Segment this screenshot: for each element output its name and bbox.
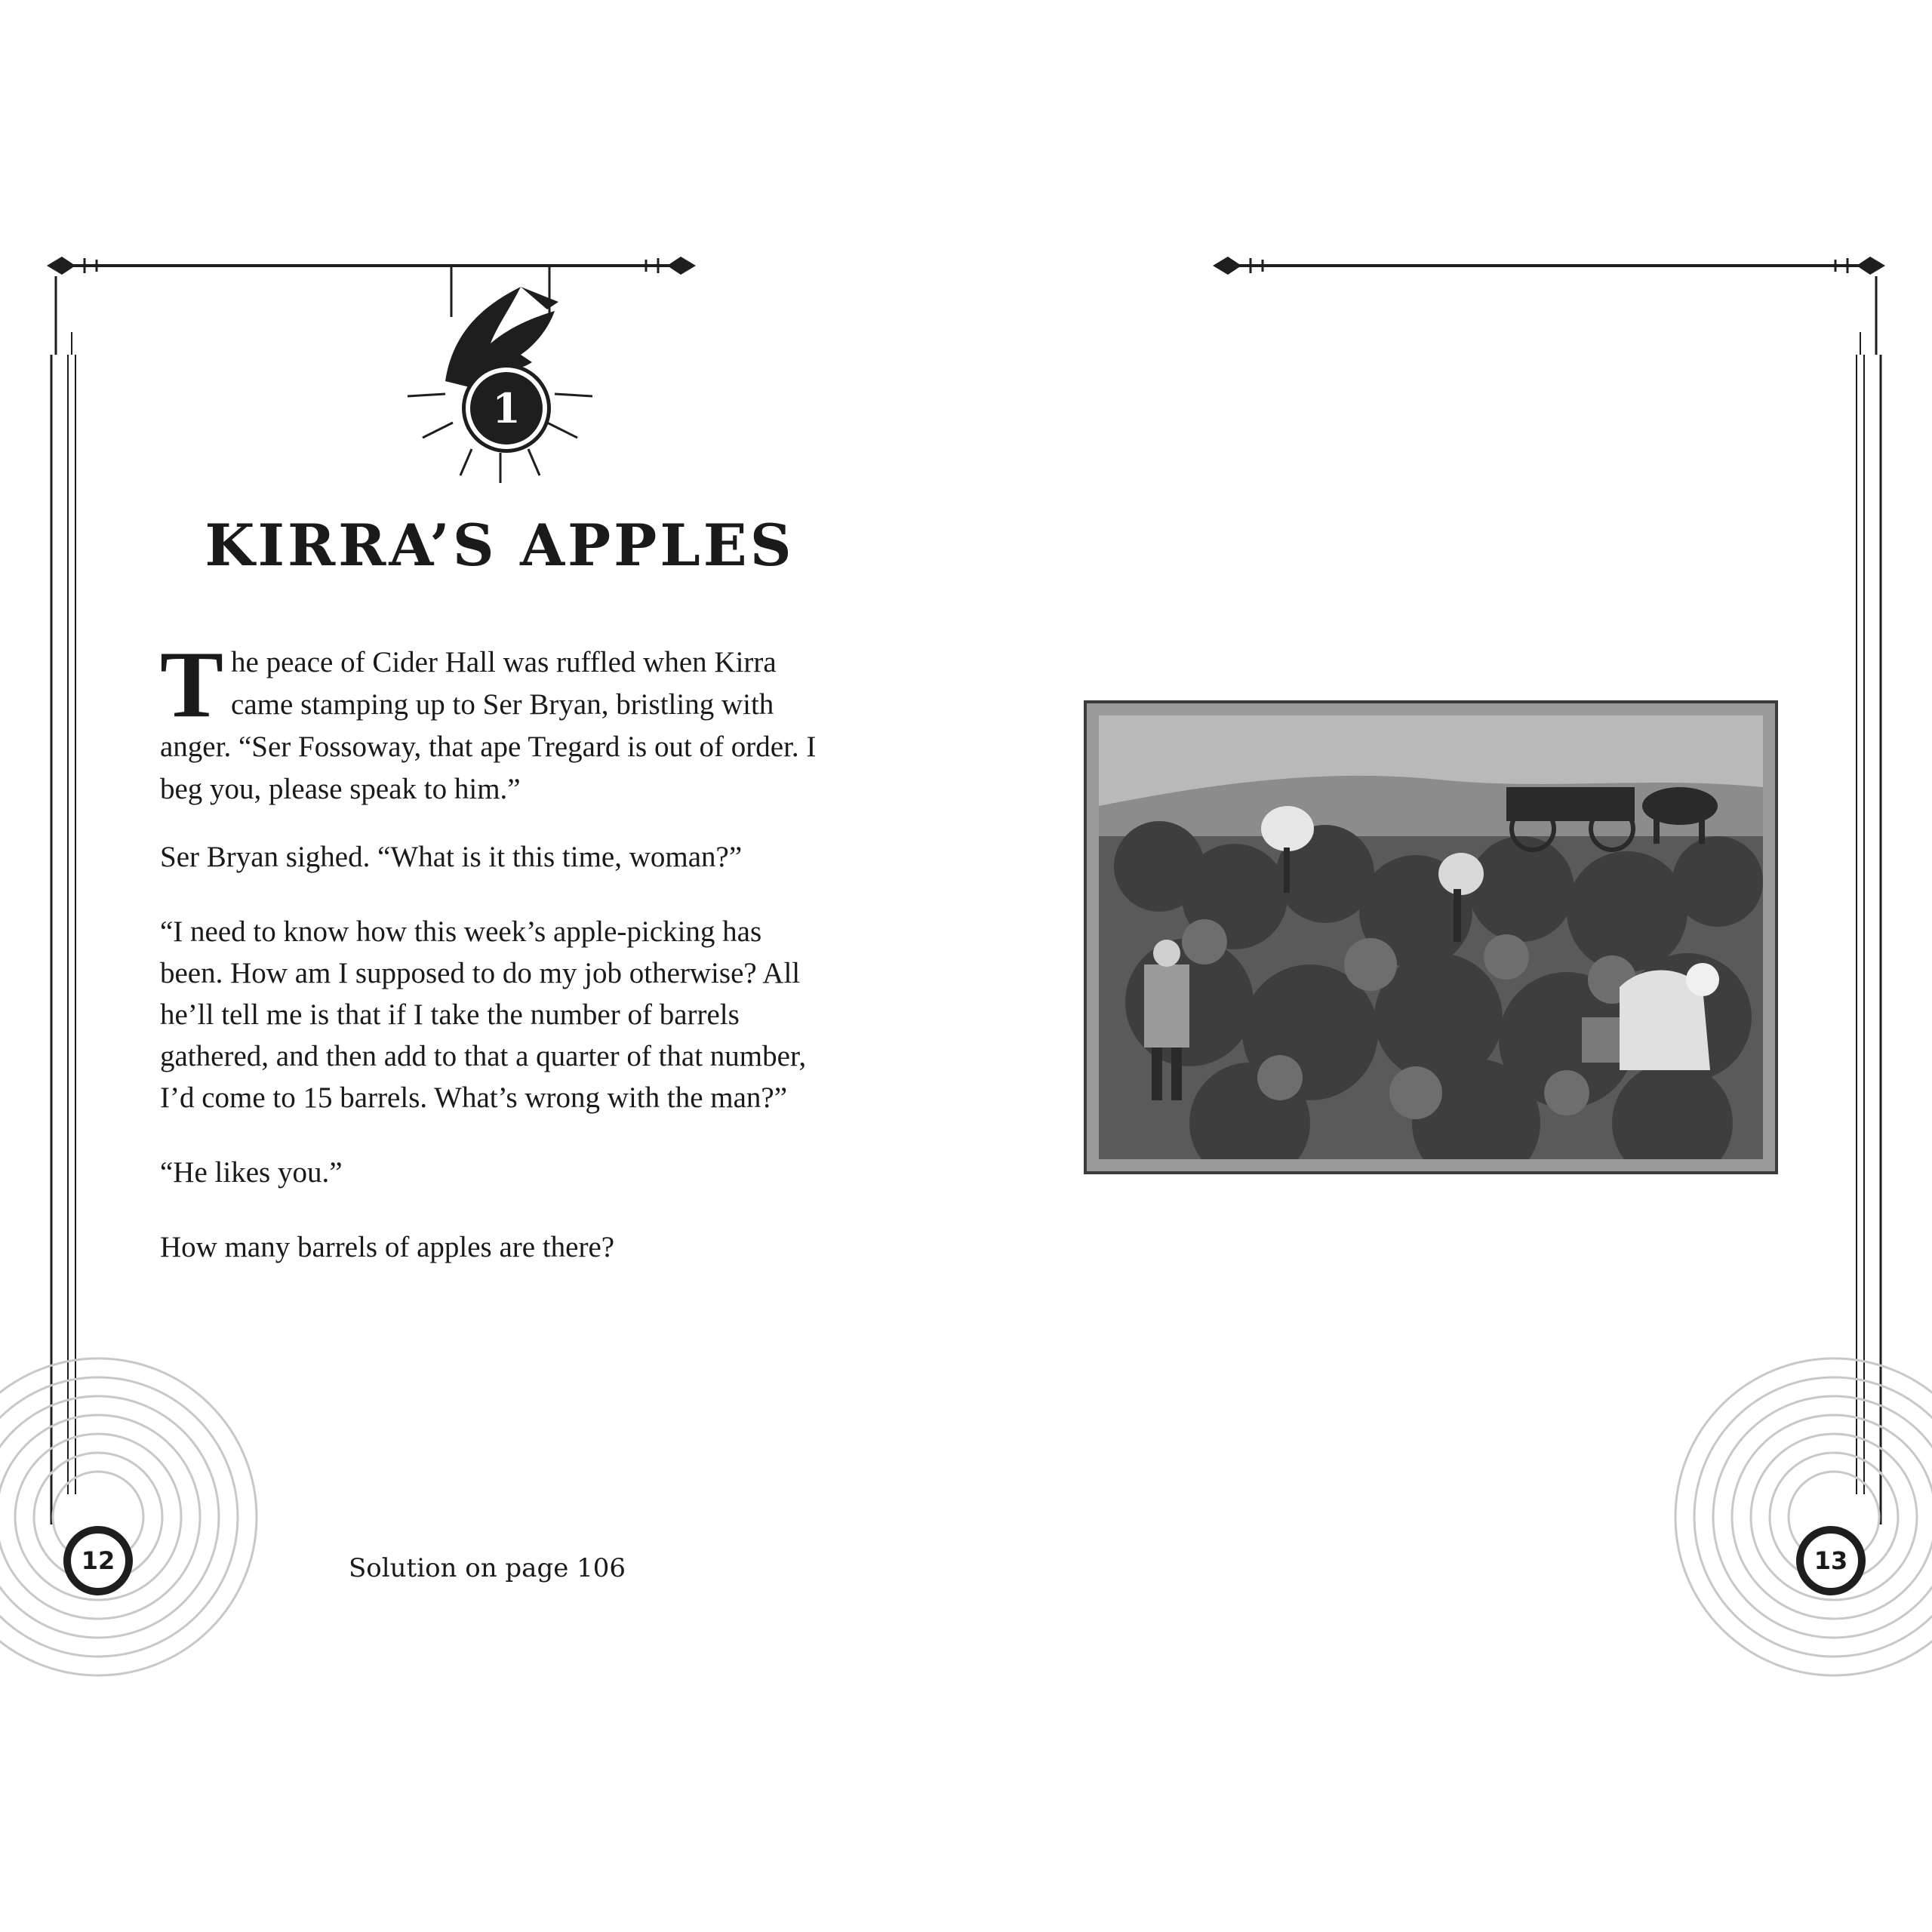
story-text [160,632,832,1301]
story-paragraph-1: The peace of Cider Hall was ruffled when Kirra came stamping up to Ser Bryan, bristling with anger. “Ser Fossoway, that ape Tregard is out of order. I beg you, please speak to him.” [160,632,817,805]
chapter-title: KIRRA’S APPLES [205,512,795,579]
story-paragraph-2: Ser Bryan sighed. “What is it this time, woman?” [160,841,743,873]
page-number-right: 13 [1796,1526,1866,1595]
grape-harvest-painting [1087,703,1775,1171]
drop-cap: T [160,632,224,737]
puzzle-question: How many barrels of apples are there? [160,1231,615,1263]
chapter-number-badge: 1 [466,368,547,449]
solution-reference: Solution on page 106 [349,1553,626,1583]
story-paragraph-4: “He likes you.” [160,1156,343,1189]
painting-scene [1099,715,1763,1159]
story-paragraph-3: “I need to know how this week’s apple-picking has been. How am I supposed to do my job otherwise? All he’ll tell me is that if I take the number of barrels gathered, and then add to that a quarter of that number, I’d come to 15 barrels. What’s wrong with the man?” [160,915,807,1114]
page-number-left: 12 [63,1526,133,1595]
